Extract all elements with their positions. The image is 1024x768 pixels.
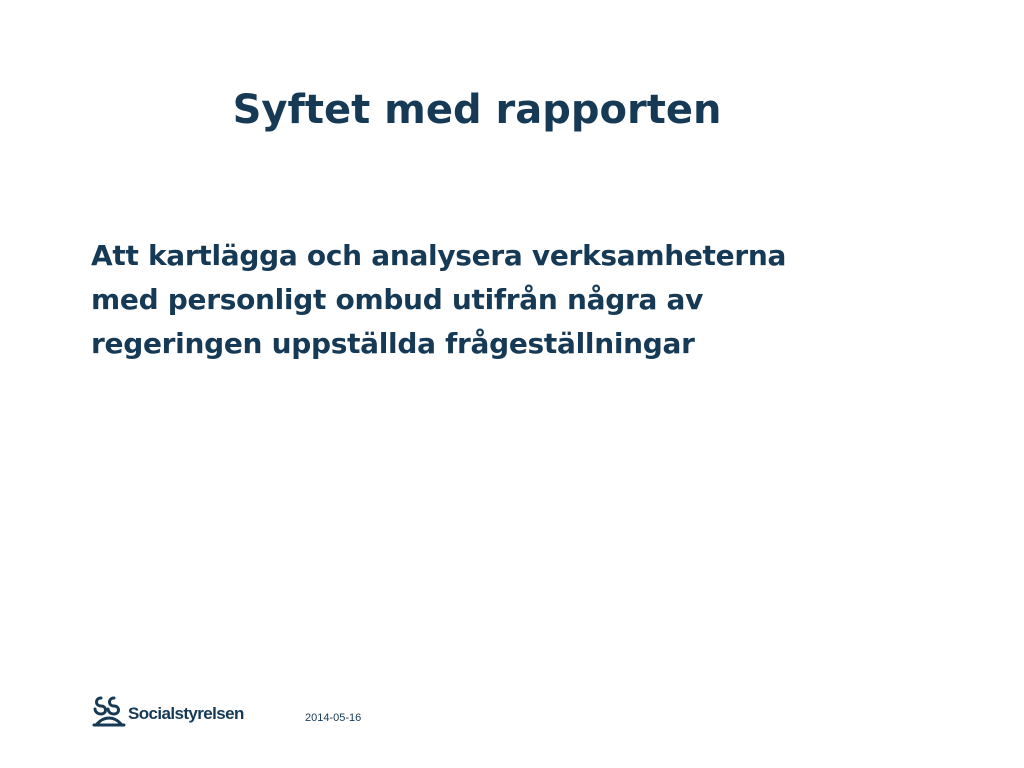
slide-body-text: Att kartlägga och analysera verksamheterna med personligt ombud utifrån några av regeringen uppställda frågeställningar [91, 239, 787, 360]
footer-date: 2014-05-16 [305, 712, 362, 724]
socialstyrelsen-emblem-icon [92, 694, 126, 728]
slide-title: Syftet med rapporten [232, 87, 722, 133]
socialstyrelsen-logo [92, 693, 244, 729]
logo-wordmark: Socialstyrelsen [128, 704, 244, 723]
